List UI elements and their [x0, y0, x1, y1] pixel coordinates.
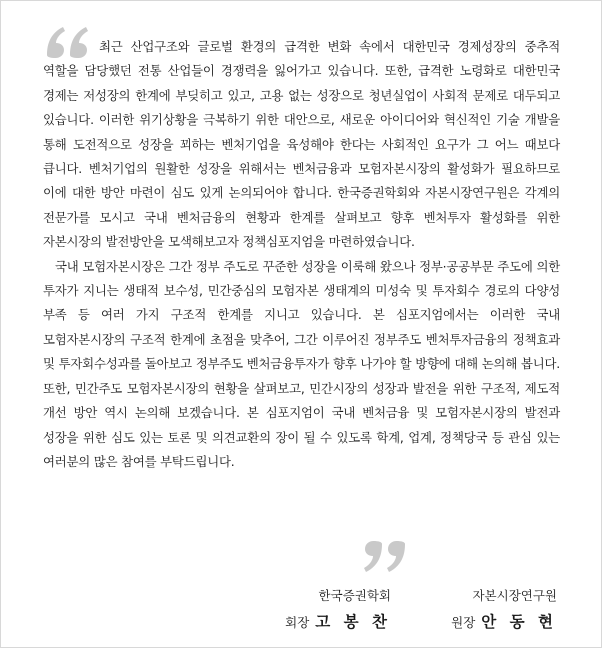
message-body [43, 35, 560, 474]
signature-org: 한국증권학회 [318, 588, 391, 603]
signature-kssa [231, 584, 391, 636]
quote-close-icon [359, 538, 409, 578]
signature-role: 회장 [285, 615, 310, 630]
signature-org: 자본시장연구원 [472, 588, 557, 603]
signature-name: 안 동 현 [481, 613, 557, 631]
signature-kcmi [397, 584, 557, 636]
signature-line [397, 608, 557, 636]
message-paragraph-2: 국내 모험자본시장은 그간 정부 주도로 꾸준한 성장을 이룩해 왔으나 정부·공공부문 주도에 의한 투자가 지니는 생태적 보수성, 민간중심의 모험자본 생태계의 미성숙 및 투자회수 경로의 다양성 부족 등 여러 가지 구조적 한계를 지니고 있습니다. 본 심포지엄에서는 이러한 국내 모험자본시장의 구조적 한계에 초점을 맞추어, 그간 이루어진 정부주도 벤처투자금융의 정책효과 및 투자회수성과를 돌아보고 정부주도 벤처금융투자가 향후 나가야 할 방향에 대해 논의해 봅니다. 또한, 민간주도 모험자본시장의 현황을 살펴보고, 민간시장의 성장과 발전을 위한 구조적, 제도적 개선 방안 역시 논의해 보겠습니다. 본 심포지엄이 국내 벤처금융 및 모험자본시장의 발전과 성장을 위한 심도 있는 토론 및 의견교환의 장이 될 수 있도록 학계, 업계, 정책당국 등 관심 있는 여러분의 많은 참여를 부탁드립니다. [43, 258, 560, 469]
signature-line [231, 608, 391, 636]
signature-name: 고 봉 찬 [315, 613, 391, 631]
signature-role: 원장 [451, 615, 476, 630]
message-paragraph-1: 최근 산업구조와 글로벌 환경의 급격한 변화 속에서 대한민국 경제성장의 중추적 역할을 담당했던 전통 산업들이 경쟁력을 잃어가고 있습니다. 또한, 급격한 노령화로 대한민국 경제는 저성장의 한계에 부딪히고 있고, 고용 없는 성장으로 청년실업이 사회적 문제로 대두되고 있습니다. 이러한 위기상황을 극복하기 위한 대안으로, 새로운 아이디어와 혁신적인 기술 개발을 통해 도전적으로 성장을 꾀하는 벤처기업을 육성해야 한다는 사회적인 요구가 그 어느 때보다 큽니다. 벤처기업의 원활한 성장을 위해서는 벤처금융과 모험자본시장의 활성화가 필요하므로 이에 대한 방안 마련이 심도 있게 논의되어야 합니다. 한국증권학회와 자본시장연구원은 각계의 전문가를 모시고 국내 벤처금융의 현황과 한계를 살펴보고 향후 벤처투자 활성화를 위한 자본시장의 발전방안을 모색해보고자 정책심포지엄을 마련하였습니다. [43, 39, 560, 250]
